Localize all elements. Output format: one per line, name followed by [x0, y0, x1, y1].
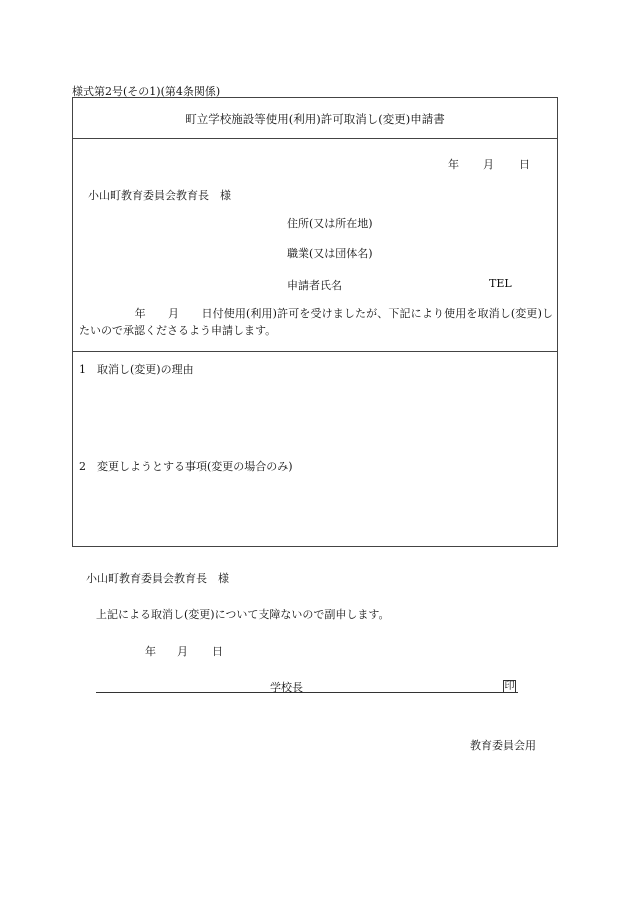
section-divider — [73, 351, 557, 352]
endorsement-addressee: 小山町教育委員会教育長 様 — [86, 572, 229, 585]
title-divider — [73, 138, 557, 139]
reason-heading: 1 取消し(変更)の理由 — [79, 363, 194, 376]
applicant-name-label: 申請者氏名 — [287, 279, 342, 292]
address-label: 住所(又は所在地) — [287, 217, 373, 230]
endorsement-statement: 上記による取消し(変更)について支障ないので副申します。 — [96, 608, 390, 621]
changes-heading: 2 変更しようとする事項(変更の場合のみ) — [79, 460, 293, 473]
endorsement-date-month: 月 — [177, 645, 188, 658]
endorsement-date-year: 年 — [145, 645, 156, 658]
date-year: 年 — [448, 158, 459, 171]
occupation-label: 職業(又は団体名) — [287, 247, 373, 260]
date-day: 日 — [519, 158, 530, 171]
tel-label: TEL — [489, 277, 512, 290]
footer-label: 教育委員会用 — [470, 739, 536, 752]
addressee: 小山町教育委員会教育長 様 — [88, 189, 231, 202]
seal-mark: 印 — [504, 681, 515, 692]
declaration-text: 年 月 日付使用(利用)許可を受けましたが、下記により使用を取消し(変更)したいので承認くださるよう申請します。 — [79, 307, 553, 337]
form-number: 様式第2号(その1)(第4条関係) — [72, 85, 221, 98]
principal-label: 学校長 — [270, 681, 303, 694]
form-title: 町立学校施設等使用(利用)許可取消し(変更)申請書 — [185, 112, 445, 126]
application-form — [72, 97, 558, 547]
endorsement-date-day: 日 — [212, 645, 223, 658]
date-month: 月 — [483, 158, 494, 171]
signature-line — [96, 692, 518, 693]
